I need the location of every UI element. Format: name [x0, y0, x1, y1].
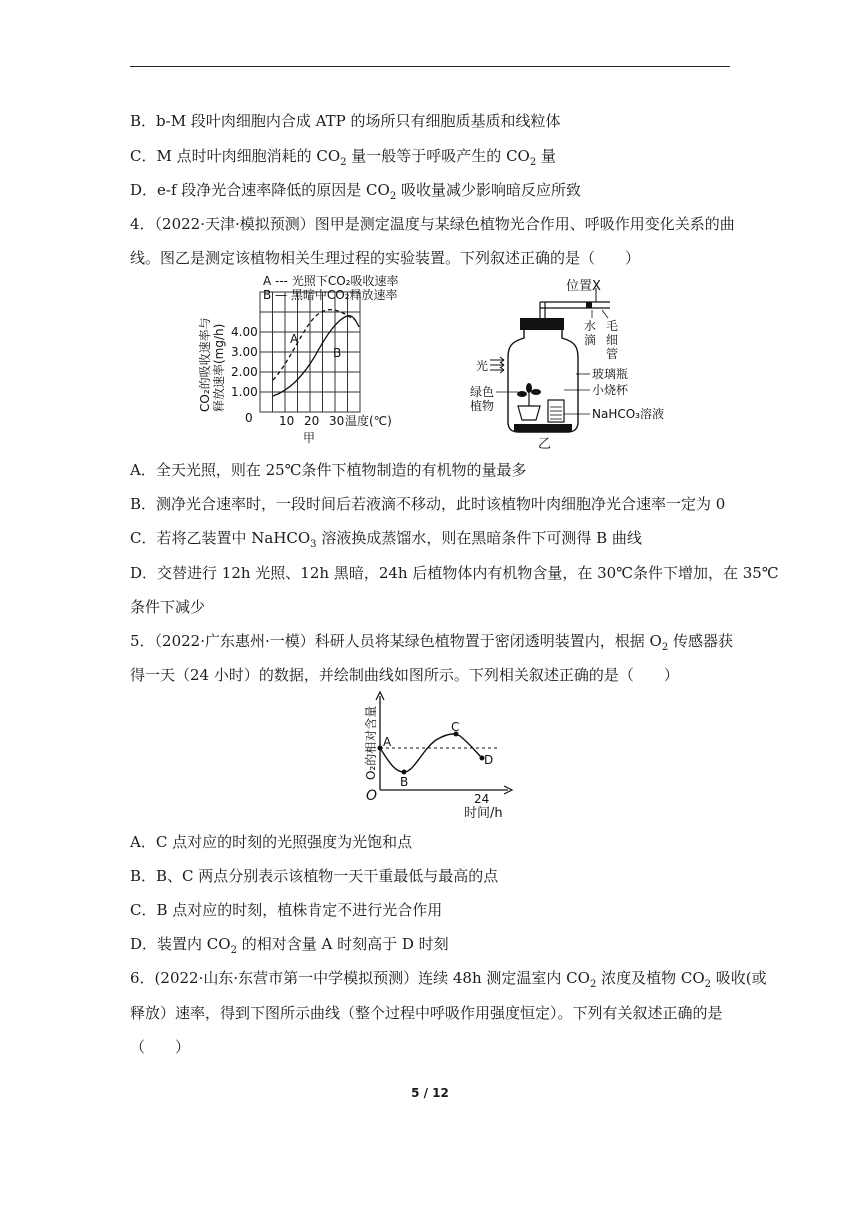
- q6-stem-line2: 释放）速率，得到下图所示曲线（整个过程中呼吸作用强度恒定）。下列有关叙述正确的是: [130, 1004, 723, 1022]
- origin-label: 0: [245, 411, 253, 425]
- q3-option-d: D．e-f 段净光合速率降低的原因是 $CO_2$ 吸收量减少影响暗反应所致: [130, 181, 581, 202]
- x-axis-label: 温度(℃): [345, 414, 392, 428]
- leaf: [517, 391, 527, 397]
- ytick-2: 2.00: [231, 365, 258, 379]
- q4-figure-yi: [460, 274, 700, 449]
- origin-label: O: [366, 788, 378, 804]
- q6-stem-line3: （ ）: [130, 1038, 191, 1056]
- label-a: A: [383, 735, 392, 749]
- header-rule: [130, 66, 730, 67]
- label-b: B: [400, 775, 409, 789]
- xtick-30: 30: [329, 414, 345, 428]
- tick-24: 24: [474, 792, 490, 806]
- legend-a: A --- 光照下CO₂吸收速率: [263, 274, 399, 288]
- capillary-label-3: 管: [606, 347, 619, 361]
- q4-stem-line1: 4．（2022·天津·模拟预测）图甲是测定温度与某绿色植物光合作用、呼吸作用变化关系的曲: [130, 215, 735, 233]
- q4-figure-jia: [195, 272, 435, 447]
- water-drop: [586, 302, 592, 308]
- q5-option-d: D．装置内 $CO_2$ 的相对含量 A 时刻高于 D 时刻: [130, 935, 449, 956]
- bottle-label: 玻璃瓶: [592, 367, 629, 381]
- position-x-label: 位置X: [566, 279, 601, 294]
- light-label: 光: [476, 359, 489, 373]
- plant-pot: [518, 406, 540, 420]
- point-a: [378, 746, 383, 751]
- xtick-20: 20: [304, 414, 320, 428]
- plant-label-2: 植物: [470, 399, 495, 413]
- ytick-3: 3.00: [231, 345, 258, 359]
- x-axis-label: 时间/h: [464, 806, 503, 821]
- label-b: B: [333, 346, 342, 360]
- q4-option-d-line1: D．交替进行 12h 光照、12h 黑暗，24h 后植物体内有机物含量，在 30℃条件下增加，在 35℃: [130, 564, 779, 582]
- water-label-2: 滴: [584, 333, 597, 347]
- solution-label: NaHCO₃溶液: [592, 407, 664, 421]
- stopper: [520, 318, 564, 330]
- plant-label-1: 绿色: [470, 385, 495, 399]
- q4-option-c: C．若将乙装置中 NaHCO$_3$ 溶液换成蒸馏水，则在黑暗条件下可测得 B 曲线: [130, 529, 642, 550]
- point-b: [402, 770, 407, 775]
- q5-stem-line2: 得一天（24 小时）的数据，并绘制曲线如图所示。下列相关叙述正确的是（ ）: [130, 666, 679, 684]
- o2-curve: [380, 734, 482, 772]
- y-axis-label: O₂的相对含量: [364, 705, 378, 780]
- ytick-1: 1.00: [231, 385, 258, 399]
- figure-caption-yi: 乙: [538, 437, 552, 449]
- q5-stem-line1: 5．（2022·广东惠州·一模）科研人员将某绿色植物置于密闭透明装置内，根据 $O_2$ 传感器获: [130, 632, 733, 653]
- q6-stem-line1: 6．(2022·山东·东营市第一中学模拟预测）连续 48h 测定温室内 $CO_2$ 浓度及植物 $CO_2$ 吸收(或: [130, 969, 767, 990]
- capillary-label-2: 细: [606, 333, 619, 347]
- q4-option-a: A．全天光照，则在 25℃条件下植物制造的有机物的量最多: [130, 461, 527, 479]
- curve-b-dark-co2-release: [273, 316, 359, 396]
- label-d: D: [484, 753, 494, 767]
- y-axis-label-2: 释放速率(mg/h): [212, 323, 226, 412]
- beaker-label: 小烧杯: [592, 383, 629, 397]
- q4-stem-line2: 线。图乙是测定该植物相关生理过程的实验装置。下列叙述正确的是（ ）: [130, 249, 641, 267]
- label-a: A: [290, 332, 299, 346]
- water-label-1: 水: [584, 319, 597, 333]
- q5-option-c: C．B 点对应的时刻，植株肯定不进行光合作用: [130, 901, 443, 919]
- y-axis-label-1: CO₂的吸收速率与: [198, 317, 212, 412]
- xtick-10: 10: [279, 414, 295, 428]
- figure-caption-jia: 甲: [303, 431, 316, 445]
- ytick-4: 4.00: [231, 325, 258, 339]
- q5-figure: [350, 688, 520, 823]
- q4-option-b: B．测净光合速率时，一段时间后若液滴不移动，此时该植物叶肉细胞净光合速率一定为 0: [130, 495, 726, 513]
- legend-b: B — 黑暗中CO₂释放速率: [263, 288, 398, 302]
- q4-option-d-line2: 条件下减少: [130, 598, 206, 616]
- q5-option-a: A．C 点对应的时刻的光照强度为光饱和点: [130, 833, 413, 851]
- q3-option-c: C．M 点时叶肉细胞消耗的 $CO_2$ 量一般等于呼吸产生的 $CO_2$ 量: [130, 147, 556, 168]
- page-number: 5 / 12: [411, 1086, 449, 1100]
- q3-option-b: B．b-M 段叶肉细胞内合成 ATP 的场所只有细胞质基质和线粒体: [130, 112, 561, 130]
- glass-bottle: [508, 330, 578, 432]
- capillary-label-1: 毛: [606, 319, 619, 333]
- q5-option-b: B．B、C 两点分别表示该植物一天干重最低与最高的点: [130, 867, 499, 885]
- label-c: C: [451, 720, 460, 734]
